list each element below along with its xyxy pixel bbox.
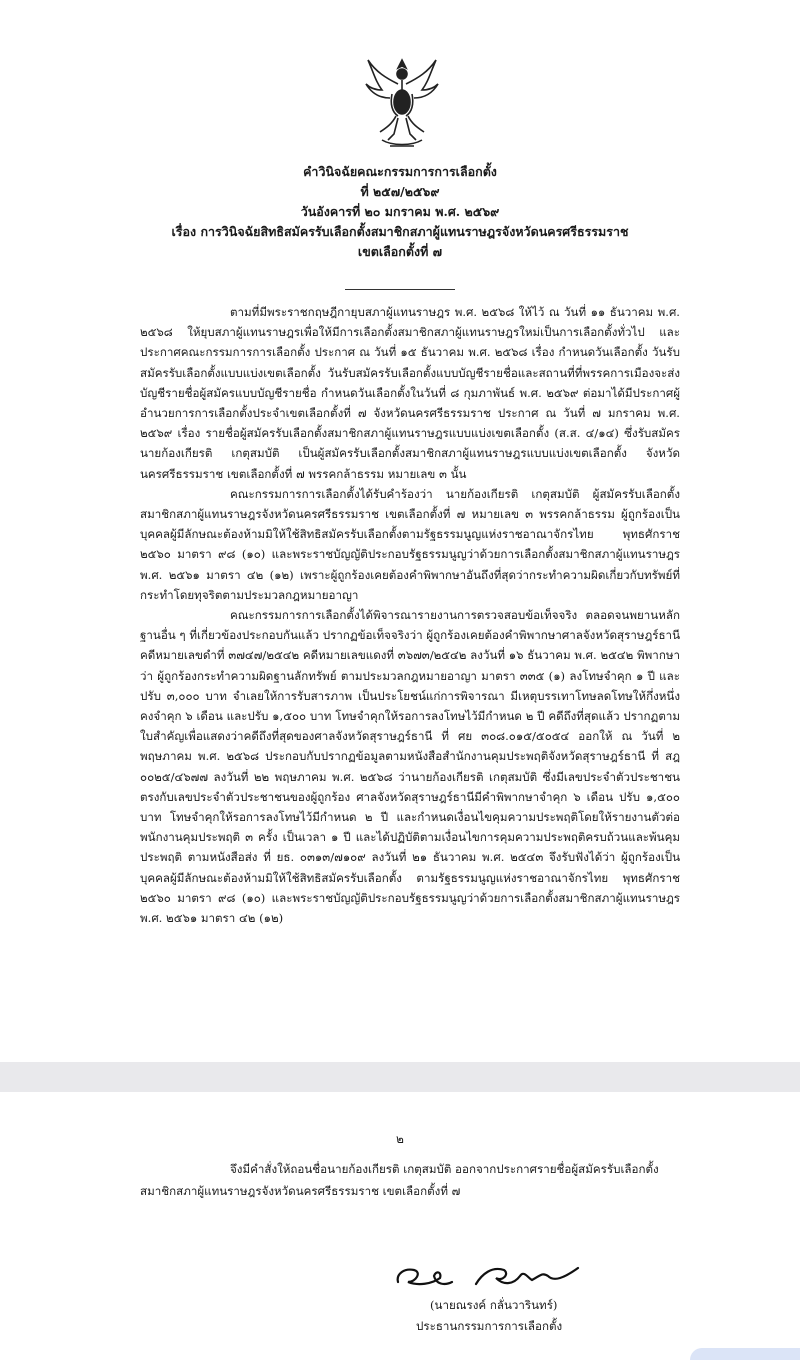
garuda-emblem-icon [362, 54, 442, 154]
subject-line-2: เขตเลือกตั้งที่ ๗ [357, 244, 443, 259]
page-number: ๒ [396, 1132, 404, 1146]
handwritten-signature-icon [392, 1256, 582, 1292]
signer-name: (นายณรงค์ กลั่นวารินทร์) [430, 1298, 558, 1312]
decision-number: ที่ ๒๕๗/๒๕๖๙ [360, 184, 440, 199]
page-gap [0, 1062, 800, 1092]
body-paragraph-1: ตามที่มีพระราชกฤษฎีกายุบสภาผู้แทนราษฎร พ.ศ. ๒๕๖๘ ให้ไว้ ณ วันที่ ๑๑ ธันวาคม พ.ศ. ๒๕๖๘ ให้ยุบสภาผู้แทนราษฎรเพื่อให้มีการเลือกตั้งสมาชิกสภาผู้แทนราษฎรใหม่เป็นการเลือกตั้งทั่วไป และประกาศคณะกรรมการการเลือกตั้ง ประกาศ ณ วันที่ ๑๕ ธันวาคม พ.ศ. ๒๕๖๘ เรื่อง กำหนดวันเลือกตั้ง วันรับสมัครรับเลือกตั้งแบบแบ่งเขตเลือกตั้ง วันรับสมัครรับเลือกตั้งแบบบัญชีรายชื่อและสถานที่ที่พรรคการเมืองจะส่งบัญชีรายชื่อผู้สมัครแบบบัญชีรายชื่อ กำหนดวันเลือกตั้งในวันที่ ๘ กุมภาพันธ์ พ.ศ. ๒๕๖๙ ต่อมาได้มีประกาศผู้อำนวยการการเลือกตั้งประจำเขตเลือกตั้งที่ ๗ จังหวัดนครศรีธรรมราช ประกาศ ณ วันที่ ๗ มกราคม พ.ศ. ๒๕๖๙ เรื่อง รายชื่อผู้สมัครรับเลือกตั้งสมาชิกสภาผู้แทนราษฎรแบบแบ่งเขตเลือกตั้ง (ส.ส. ๔/๑๔) ซึ่งรับสมัครนายก้องเกียรติ เกตุสมบัติ เป็นผู้สมัครรับเลือกตั้งสมาชิกสภาผู้แทนราษฎรแบบแบ่งเขตเลือกตั้ง จังหวัดนครศรีธรรมราช เขตเลือกตั้งที่ ๗ พรรคกล้าธรรม หมายเลข ๓ นั้น [140, 305, 680, 481]
decision-title: คำวินิจฉัยคณะกรรมการการเลือกตั้ง [303, 164, 497, 179]
body-paragraph-3: คณะกรรมการการเลือกตั้งได้พิจารณารายงานการตรวจสอบข้อเท็จจริง ตลอดจนพยานหลักฐานอื่น ๆ ที่เกี่ยวข้องประกอบกันแล้ว ปรากฏข้อเท็จจริงว่า ผู้ถูกร้องเคยต้องคำพิพากษาศาลจังหวัดสุราษฎร์ธานี คดีหมายเลขดำที่ ๓๗๔๗/๒๕๔๒ คดีหมายเลขแดงที่ ๓๖๗๓/๒๕๔๒ ลงวันที่ ๑๖ ธันวาคม พ.ศ. ๒๕๔๒ พิพากษาว่า ผู้ถูกร้องกระทำความผิดฐานลักทรัพย์ ตามประมวลกฎหมายอาญา มาตรา ๓๓๕ (๑) ลงโทษจำคุก ๑ ปี และปรับ ๓,๐๐๐ บาท จำเลยให้การรับสารภาพ เป็นประโยชน์แก่การพิจารณา มีเหตุบรรเทาโทษลดโทษให้กึ่งหนึ่ง คงจำคุก ๖ เดือน และปรับ ๑,๕๐๐ บาท โทษจำคุกให้รอการลงโทษไว้มีกำหนด ๒ ปี คดีถึงที่สุดแล้ว ปรากฏตามใบสำคัญเพื่อแสดงว่าคดีถึงที่สุดของศาลจังหวัดสุราษฎร์ธานี ที่ ศย ๓๐๘.๐๑๕/๕๐๕๔ ออกให้ ณ วันที่ ๒ พฤษภาคม พ.ศ. ๒๕๖๘ ประกอบกับปรากฏข้อมูลตามหนังสือสำนักงานคุมประพฤติจังหวัดสุราษฎร์ธานี ที่ สฎ ๐๐๒๕/๔๖๗๗ ลงวันที่ ๒๒ พฤษภาคม พ.ศ. ๒๕๖๘ ว่านายก้องเกียรติ เกตุสมบัติ ซึ่งมีเลขประจำตัวประชาชนตรงกับเลขประจำตัวประชาชนของผู้ถูกร้อง ศาลจังหวัดสุราษฎร์ธานีมีคำพิพากษาจำคุก ๖ เดือน ปรับ ๑,๕๐๐ บาท โทษจำคุกให้รอการลงโทษไว้มีกำหนด ๒ ปี และกำหนดเงื่อนไขคุมความประพฤติโดยให้รายงานตัวต่อพนักงานคุมประพฤติ ๓ ครั้ง เป็นเวลา ๑ ปี และได้ปฏิบัติตามเงื่อนไขการคุมความประพฤติครบถ้วนและพ้นคุมประพฤติ ตามหนังสือส่ง ที่ ยธ. ๐๓๑๓/๗๑๐๙ ลงวันที่ ๒๑ ธันวาคม พ.ศ. ๒๕๔๓ จึงรับฟังได้ว่า ผู้ถูกร้องเป็นบุคคลผู้มีลักษณะต้องห้ามมิให้ใช้สิทธิสมัครรับเลือกตั้ง ตามรัฐธรรมนูญแห่งราชอาณาจักรไทย พุทธศักราช ๒๕๖๐ มาตรา ๙๘ (๑๐) และพระราชบัญญัติประกอบรัฐธรรมนูญว่าด้วยการเลือกตั้งสมาชิกสภาผู้แทนราษฎร พ.ศ. ๒๕๖๑ มาตรา ๔๒ (๑๒) [140, 608, 680, 926]
decision-date: วันอังคารที่ ๒๐ มกราคม พ.ศ. ๒๕๖๙ [300, 204, 500, 219]
subject-line-1: เรื่อง การวินิจฉัยสิทธิสมัครรับเลือกตั้งสมาชิกสภาผู้แทนราษฎรจังหวัดนครศรีธรรมราช [171, 224, 629, 239]
closing-order: จึงมีคำสั่งให้ถอนชื่อนายก้องเกียรติ เกตุสมบัติ ออกจากประกาศรายชื่อผู้สมัครรับเลือกตั้งสมาชิกสภาผู้แทนราษฎรจังหวัดนครศรีธรรมราช เขตเลือกตั้งที่ ๗ [140, 1162, 659, 1198]
body-paragraph-2: คณะกรรมการการเลือกตั้งได้รับคำร้องว่า นายก้องเกียรติ เกตุสมบัติ ผู้สมัครรับเลือกตั้งสมาชิกสภาผู้แทนราษฎรจังหวัดนครศรีธรรมราช เขตเลือกตั้งที่ ๗ หมายเลข ๓ พรรคกล้าธรรม ผู้ถูกร้องเป็นบุคคลผู้มีลักษณะต้องห้ามมิให้ใช้สิทธิสมัครรับเลือกตั้งตามรัฐธรรมนูญแห่งราชอาณาจักรไทย พุทธศักราช ๒๕๖๐ มาตรา ๙๘ (๑๐) และพระราชบัญญัติประกอบรัฐธรรมนูญว่าด้วยการเลือกตั้งสมาชิกสภาผู้แทนราษฎร พ.ศ. ๒๕๖๑ มาตรา ๔๒ (๑๒) เพราะผู้ถูกร้องเคยต้องคำพิพากษาอันถึงที่สุดว่ากระทำความผิดเกี่ยวกับทรัพย์ที่กระทำโดยทุจริตตามประมวลกฎหมายอาญา [140, 486, 680, 602]
decision-body [140, 302, 680, 928]
viewer-overlay-pill[interactable] [690, 1348, 800, 1360]
signer-title: ประธานกรรมการการเลือกตั้ง [416, 1319, 563, 1333]
heading-divider [345, 289, 455, 290]
